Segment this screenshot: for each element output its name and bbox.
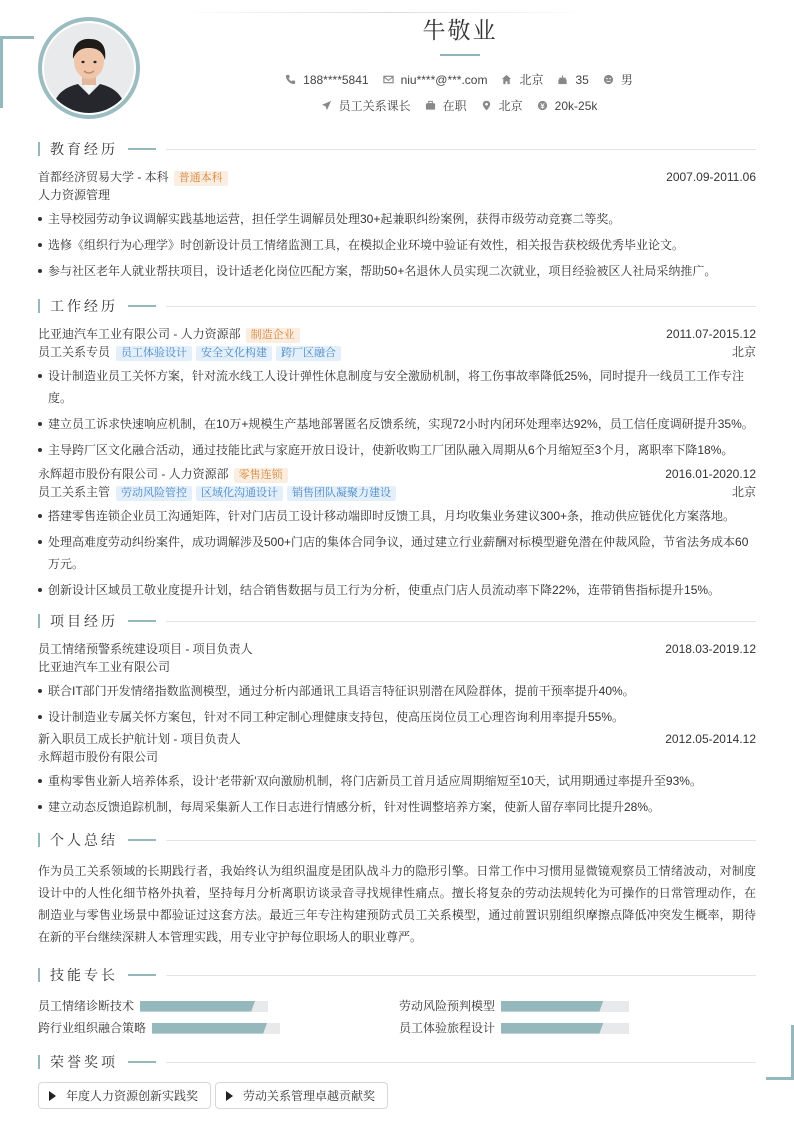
list-item: 主导跨厂区文化融合活动，通过技能比武与家庭开放日设计，使新收购工厂团队融入周期从6个月缩短至3个月，离职率下降18%。 [38, 439, 756, 461]
section-bar [38, 299, 40, 313]
work-role: 员工关系专员 [38, 345, 111, 359]
work-date: 2011.07-2015.12 [666, 327, 756, 341]
play-triangle-icon [226, 1091, 233, 1101]
skill-name: 劳动风险预判模型 [399, 999, 496, 1013]
summary-section [38, 830, 756, 948]
contact-gender [603, 71, 633, 88]
work-role: 员工关系主管 [38, 485, 111, 499]
project-name: 员工情绪预警系统建设项目 - 项目负责人 [38, 642, 253, 656]
project-header [38, 611, 756, 631]
section-bar [38, 614, 40, 628]
section-title: 技能专长 [50, 967, 118, 983]
skill-level-bar [152, 1023, 280, 1034]
skill-item [38, 997, 399, 1015]
work-row [38, 325, 756, 343]
project-row [38, 640, 756, 658]
job-location-text: 北京 [498, 99, 523, 113]
job-salary [537, 99, 598, 113]
work-row [38, 465, 756, 483]
skill-name: 员工体验旅程设计 [399, 1021, 496, 1035]
city-text: 北京 [519, 73, 544, 87]
skill-tag: 区域化沟通设计 [196, 486, 283, 501]
project-date: 2012.05-2014.12 [665, 732, 756, 746]
skills-header [38, 965, 756, 985]
gender-text: 男 [620, 73, 633, 87]
education-header [38, 139, 756, 159]
section-bar [38, 833, 40, 847]
work-org-block [38, 325, 300, 343]
section-line [166, 975, 756, 976]
name-underline [440, 54, 480, 56]
award-label: 劳动关系管理卓越贡献奖 [243, 1089, 376, 1103]
project-bullets [38, 770, 756, 818]
skill-level-fill [152, 1023, 267, 1034]
work-bullets [38, 505, 756, 601]
skill-level-bar [501, 1001, 629, 1012]
skill-item [399, 1019, 756, 1037]
work-role-row [38, 483, 756, 501]
skill-item [399, 997, 756, 1015]
education-bullets [38, 208, 756, 282]
work-org: 比亚迪汽车工业有限公司 - 人力资源部 [38, 327, 241, 341]
work-org-block [38, 465, 288, 483]
job-status [425, 97, 467, 114]
work-role-block [38, 483, 396, 501]
skill-name: 跨行业组织融合策略 [38, 1021, 147, 1035]
job-title-text: 员工关系课长 [338, 99, 411, 113]
project-company: 永辉超市股份有限公司 [38, 750, 159, 764]
work-city: 北京 [731, 345, 756, 359]
briefcase-icon [425, 100, 436, 111]
list-item: 选修《组织行为心理学》时创新设计员工情绪监测工具，在模拟企业环境中验证有效性，相关报告获校级优秀毕业论文。 [38, 234, 756, 256]
section-bar [38, 142, 40, 156]
salary-icon [537, 100, 548, 111]
corner-decoration-bottom-right [766, 1077, 794, 1080]
contact-row [0, 71, 794, 88]
skill-tag: 跨厂区融合 [276, 346, 341, 361]
name-block [360, 16, 560, 56]
awards-section [38, 1052, 756, 1109]
awards-header [38, 1052, 756, 1072]
section-dash [128, 1061, 156, 1063]
list-item: 重构零售业新人培养体系，设计'老带新'双向激励机制，将门店新员工首月适应周期缩短至10天，试用期通过率提升至93%。 [38, 770, 756, 792]
list-item: 建立员工诉求快速响应机制，在10万+规模生产基地部署匿名反馈系统，实现72小时内闭环处理率达92%，员工信任度调研提升35%。 [38, 413, 756, 435]
awards-list [38, 1082, 756, 1109]
skill-level-bar [501, 1023, 629, 1034]
contact-age [557, 73, 588, 87]
skill-tag: 销售团队凝聚力建设 [287, 486, 396, 501]
section-dash [128, 974, 156, 976]
section-line [166, 306, 756, 307]
work-bullets [38, 365, 756, 461]
education-row [38, 168, 756, 186]
gender-icon [603, 74, 614, 85]
project-company: 比亚迪汽车工业有限公司 [38, 660, 171, 674]
education-org: 首都经济贸易大学 - 本科 [38, 170, 169, 184]
list-item: 处理高难度劳动纠纷案件，成功调解涉及500+门店的集体合同争议，通过建立行业薪酬对标模型避免潜在仲裁风险，节省法务成本60万元。 [38, 531, 756, 575]
education-date: 2007.09-2011.06 [666, 170, 756, 184]
job-title [321, 97, 411, 114]
project-row [38, 730, 756, 748]
mail-icon [383, 74, 394, 85]
section-title: 个人总结 [50, 832, 118, 848]
list-item: 创新设计区域员工敬业度提升计划，结合销售数据与员工行为分析，使重点门店人员流动率下降22%，连带销售指标提升15%。 [38, 579, 756, 601]
project-bullets [38, 680, 756, 728]
education-section [38, 139, 756, 282]
home-icon [501, 74, 512, 85]
candidate-name: 牛敬业 [422, 17, 498, 43]
location-icon [481, 100, 492, 111]
education-org-block [38, 168, 228, 186]
work-date: 2016.01-2020.12 [665, 467, 756, 481]
summary-text: 作为员工关系领域的长期践行者，我始终认为组织温度是团队战斗力的隐形引擎。日常工作中习惯用显微镜观察员工情绪波动，对制度设计中的人性化细节格外执着，坚持每月分析离职访谈录音寻找规律性痛点。擅长将复杂的劳动法规转化为可操作的日常管理动作，在制造业与零售业场景中都验证过这套方法。最近三年专注构建预防式员工关系模型，通过前置识别组织摩擦点降低冲突发生概率，期待在新的平台继续深耕人本管理实践，用专业守护每位职场人的职业尊严。 [38, 864, 756, 944]
list-item: 参与社区老年人就业帮扶项目，设计适老化岗位匹配方案，帮助50+名退休人员实现二次就业，项目经验被区人社局采纳推广。 [38, 260, 756, 282]
skill-tag: 劳动风险管控 [116, 486, 192, 501]
section-dash [128, 839, 156, 841]
work-header [38, 296, 756, 316]
award-label: 年度人力资源创新实践奖 [66, 1089, 199, 1103]
list-item: 建立动态反馈追踪机制，每周采集新人工作日志进行情感分析，针对性调整培养方案，使新人留存率同比提升28%。 [38, 796, 756, 818]
contact-phone [285, 73, 368, 87]
skill-level-fill [501, 1001, 603, 1012]
work-tag: 零售连锁 [234, 468, 288, 483]
section-line [166, 149, 756, 150]
work-role-row [38, 343, 756, 361]
project-company-row [38, 658, 756, 676]
section-title: 教育经历 [50, 141, 118, 157]
skill-level-bar [140, 1001, 268, 1012]
skill-level-fill [140, 1001, 255, 1012]
skill-tag: 安全文化构建 [196, 346, 272, 361]
skill-item [38, 1019, 399, 1037]
cake-icon [557, 74, 568, 85]
section-line [166, 1062, 756, 1063]
project-name: 新入职员工成长护航计划 - 项目负责人 [38, 732, 241, 746]
contact-email [383, 73, 488, 87]
work-tag: 制造企业 [246, 328, 300, 343]
list-item: 设计制造业员工关怀方案，针对流水线工人设计弹性休息制度与安全激励机制，将工伤事故率降低25%，同时提升一线员工工作专注度。 [38, 365, 756, 409]
job-salary-text: 20k-25k [554, 98, 598, 113]
work-section [38, 296, 756, 601]
skills-section [38, 965, 756, 1037]
section-bar [38, 1055, 40, 1069]
skill-tag: 员工体验设计 [116, 346, 192, 361]
education-tag: 普通本科 [174, 171, 228, 186]
work-city: 北京 [731, 485, 756, 499]
award-badge [38, 1082, 211, 1109]
phone-icon [285, 74, 296, 85]
section-title: 工作经历 [50, 298, 118, 314]
project-section [38, 611, 756, 818]
age-text: 35 [575, 72, 589, 87]
contact-city [501, 71, 543, 88]
project-date: 2018.03-2019.12 [665, 642, 756, 656]
job-intent-row [0, 97, 794, 114]
play-triangle-icon [49, 1091, 56, 1101]
list-item: 主导校园劳动争议调解实践基地运营，担任学生调解员处理30+起兼职纠纷案例，获得市级劳动竞赛二等奖。 [38, 208, 756, 230]
skills-grid [38, 997, 756, 1037]
project-company-row [38, 748, 756, 766]
list-item: 联合IT部门开发情绪指数监测模型，通过分析内部通讯工具语言特征识别潜在风险群体，提前干预率提升40%。 [38, 680, 756, 702]
email-text: niu****@***.com [400, 72, 488, 87]
section-line [166, 840, 756, 841]
education-major: 人力资源管理 [38, 188, 111, 202]
section-bar [38, 968, 40, 982]
section-dash [128, 620, 156, 622]
work-org: 永辉超市股份有限公司 - 人力资源部 [38, 467, 229, 481]
section-title: 荣誉奖项 [50, 1054, 118, 1070]
corner-decoration-top-left [0, 36, 34, 39]
list-item: 设计制造业专属关怀方案包，针对不同工种定制心理健康支持包，使高压岗位员工心理咨询利用率提升55%。 [38, 706, 756, 728]
work-role-block [38, 343, 341, 361]
skill-level-fill [501, 1023, 603, 1034]
education-major-row [38, 186, 756, 204]
top-divider [180, 12, 590, 13]
skill-name: 员工情绪诊断技术 [38, 999, 135, 1013]
section-dash [128, 305, 156, 307]
section-dash [128, 148, 156, 150]
list-item: 搭建零售连锁企业员工沟通矩阵，针对门店员工设计移动端即时反馈工具，月均收集业务建议300+条，推动供应链优化方案落地。 [38, 505, 756, 527]
section-title: 项目经历 [50, 613, 118, 629]
award-badge [215, 1082, 388, 1109]
job-location [481, 97, 523, 114]
summary-header [38, 830, 756, 850]
send-icon [321, 100, 332, 111]
section-line [166, 621, 756, 622]
phone-text: 188****5841 [303, 72, 369, 87]
job-status-text: 在职 [442, 99, 467, 113]
